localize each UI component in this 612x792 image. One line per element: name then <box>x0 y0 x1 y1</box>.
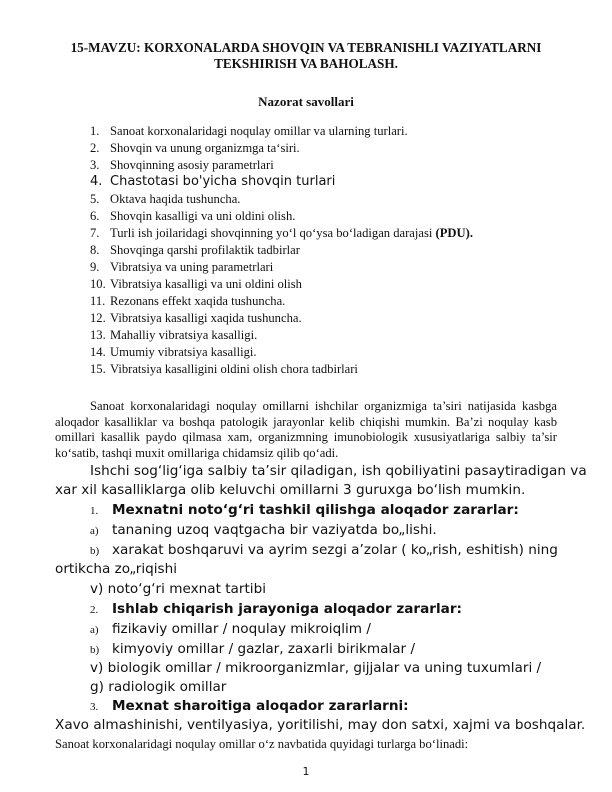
groups-intro-line-2: xar xil kasalliklarga olib keluvchi omillarni 3 guruxga bo‘lish mumkin. <box>55 482 526 498</box>
list-item: 5. Oktava haqida tushuncha. <box>90 192 241 206</box>
list-item-continuation: ortikcha zo„riqishi <box>55 561 178 577</box>
section-subtitle: Nazorat savollari <box>258 94 354 109</box>
group-1-heading: 1. Mexnatni noto‘g‘ri tashkil qilishga aloqador zararlar: <box>90 502 519 518</box>
list-item: 14. Umumiy vibratsiya kasalligi. <box>90 345 257 359</box>
closing-line: Sanoat korxonalaridagi noqulay omillar o‘z navbatida quyidagi turlarga bo‘linadi: <box>55 737 469 751</box>
intro-paragraph: Sanoat korxonalaridagi noqulay omillarni ishchilar organizmiga ta’siri natijasida kasbga aloqador kasalliklar va boshqa patologik jarayonlar kelib chiqishi mumkin. Ba’zi noqulay kasb omillari kasallik paydo qilmasa xam, organizmning imunobiologik xususiyatlariga salbiy ta’sir ko‘satib, tashqi muxit omillariga chidamsiz qilib qo‘adi. <box>55 399 557 460</box>
page-number: 1 <box>302 765 310 778</box>
groups-intro-line-1: Ishchi sog‘lig‘iga salbiy ta’sir qiladigan, ish qobiliyatini pasaytiradigan va <box>90 463 587 479</box>
list-item: 1. Sanoat korxonalaridagi noqulay omillar va ularning turlari. <box>90 124 408 138</box>
list-item: 2. Shovqin va unung organizmga ta‘siri. <box>90 141 300 155</box>
list-item: a) fizikaviy omillar / noqulay mikroiqlim / <box>90 621 371 637</box>
list-item: 6. Shovqin kasalligi va uni oldini olish. <box>90 209 296 223</box>
list-item: 10. Vibratsiya kasalligi va uni oldini olish <box>90 277 302 291</box>
list-item: 15. Vibratsiya kasalligini oldini olish chora tadbirlari <box>90 362 358 376</box>
group-3-text: Xavo almashinishi, ventilyasiya, yoritilishi, may don satxi, xajmi va boshqalar. <box>55 717 586 733</box>
group-2-heading: 2. Ishlab chiqarish jarayoniga aloqador zararlar: <box>90 601 462 617</box>
document-title: 15-MAVZU: KORXONALARDA SHOVQIN VA TEBRANISHLI VAZIYATLARNI TEKSHIRISH VA BAHOLASH. <box>70 40 542 71</box>
list-item: 8. Shovqinga qarshi profilaktik tadbirlar <box>90 243 300 257</box>
list-item: a) tananing uzoq vaqtgacha bir vaziyatda bo„lishi. <box>90 522 437 538</box>
list-item: 9. Vibratsiya va uning parametrlari <box>90 260 274 274</box>
list-item: v) noto‘g‘ri mexnat tartibi <box>90 581 266 597</box>
list-item: 4. Chastotasi bo'yicha shovqin turlari <box>90 174 336 189</box>
list-item: 11. Rezonans effekt xaqida tushuncha. <box>90 294 286 308</box>
list-item: 12. Vibratsiya kasalligi xaqida tushuncha. <box>90 311 302 325</box>
list-item: b) kimyoviy omillar / gazlar, zaxarli birikmalar / <box>90 641 416 657</box>
group-3-heading: 3. Mexnat sharoitiga aloqador zararlarni: <box>90 698 409 714</box>
list-item: v) biologik omillar / mikroorganizmlar, gijjalar va uning tuxumlari / <box>90 660 542 676</box>
list-item: b) xarakat boshqaruvi va ayrim sezgi a’zolar ( ko„rish, eshitish) ning <box>90 542 558 558</box>
list-item: 13. Mahalliy vibratsiya kasalligi. <box>90 328 258 342</box>
list-item: 7. Turli ish joilaridagi shovqinning yo‘l qo‘ysa bo‘ladigan darajasi (PDU). <box>90 226 473 240</box>
list-item: 3. Shovqinning asosiy parametrlari <box>90 158 274 172</box>
list-item: g) radiologik omillar <box>90 679 227 695</box>
